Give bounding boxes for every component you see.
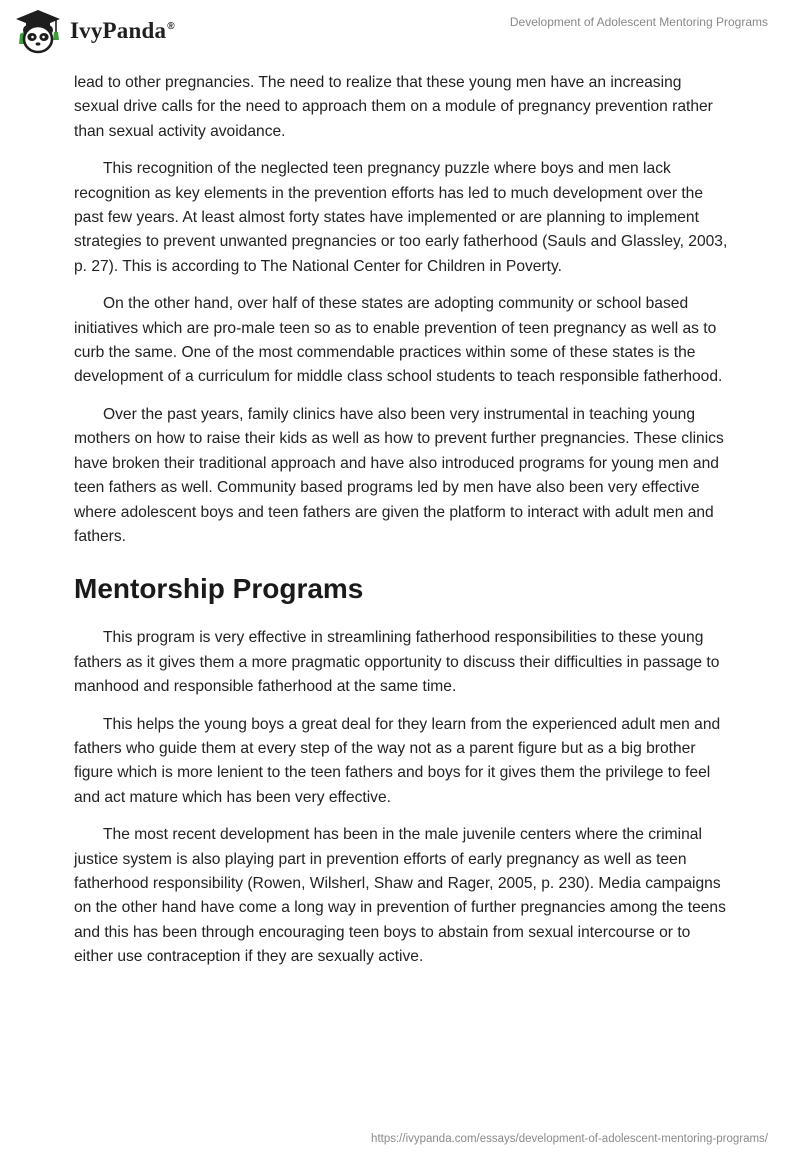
brand-name: IvyPanda® — [70, 18, 175, 43]
paragraph: On the other hand, over half of these states are adopting community or school based initiatives which are pro-male teen so as to enable prevention of teen pregnancy as well as to curb the same. One of the most commendable practices within some of these states is the development of a curriculum for middle class school students to teach responsible fatherhood. — [74, 295, 723, 386]
panda-graduate-icon — [14, 8, 62, 54]
paragraph: Over the past years, family clinics have also been very instrumental in teaching young mothers on how to raise their kids as well as how to prevent further pregnancies. These clinics have broken their traditional approach and have also introduced programs for young men and teen fathers as well. Community based programs led by men have also been very effective where adolescent boys and teen fathers are given the platform to interact with adult men and fathers. — [74, 405, 724, 545]
paragraph: This recognition of the neglected teen pregnancy puzzle where boys and men lack recognition as key elements in the prevention efforts has led to much development over the past few years. At least almost forty states have implemented or are planning to implement strategies to prevent unwanted pregnancies or too early fatherhood (Sauls and Glassley, 2003, p. 27). This is according to The National Center for Children in Poverty. — [74, 160, 728, 275]
page-header — [0, 0, 800, 60]
running-title: Development of Adolescent Mentoring Programs — [509, 15, 768, 29]
section-heading: Mentorship Programs — [74, 573, 364, 605]
paragraph: lead to other pregnancies. The need to realize that these young men have an increasing sexual drive calls for the need to approach them on a module of pregnancy prevention rather than sexual activity avoidance. — [74, 74, 713, 140]
paragraph: The most recent development has been in the male juvenile centers where the criminal justice system is also playing part in prevention efforts of early pregnancy as well as teen fatherhood responsibility (Rowen, Wilsherl, Shaw and Rager, 2005, p. 230). Media campaigns on the other hand have come a long way in prevention of further pregnancies among the teens and this has been through encouraging teen boys to abstain from sexual intercourse or to either use contraception if they are sexually active. — [74, 826, 726, 966]
paragraph: This program is very effective in streamlining fatherhood responsibilities to these young fathers as it gives them a more pragmatic opportunity to discuss their difficulties in passage to manhood and responsible fatherhood at the same time. — [74, 629, 720, 696]
ivypanda-logo[interactable] — [14, 8, 175, 54]
essay-content — [74, 71, 729, 983]
paragraph: This helps the young boys a great deal for they learn from the experienced adult men and fathers who guide them at every step of the way not as a parent figure but as a big brother figure which is more lenient to the teen fathers and boys for it gives them the privilege to feel and act mature which has been very effective. — [74, 715, 721, 806]
source-url[interactable]: https://ivypanda.com/essays/development-of-adolescent-mentoring-programs/ — [371, 1133, 768, 1145]
